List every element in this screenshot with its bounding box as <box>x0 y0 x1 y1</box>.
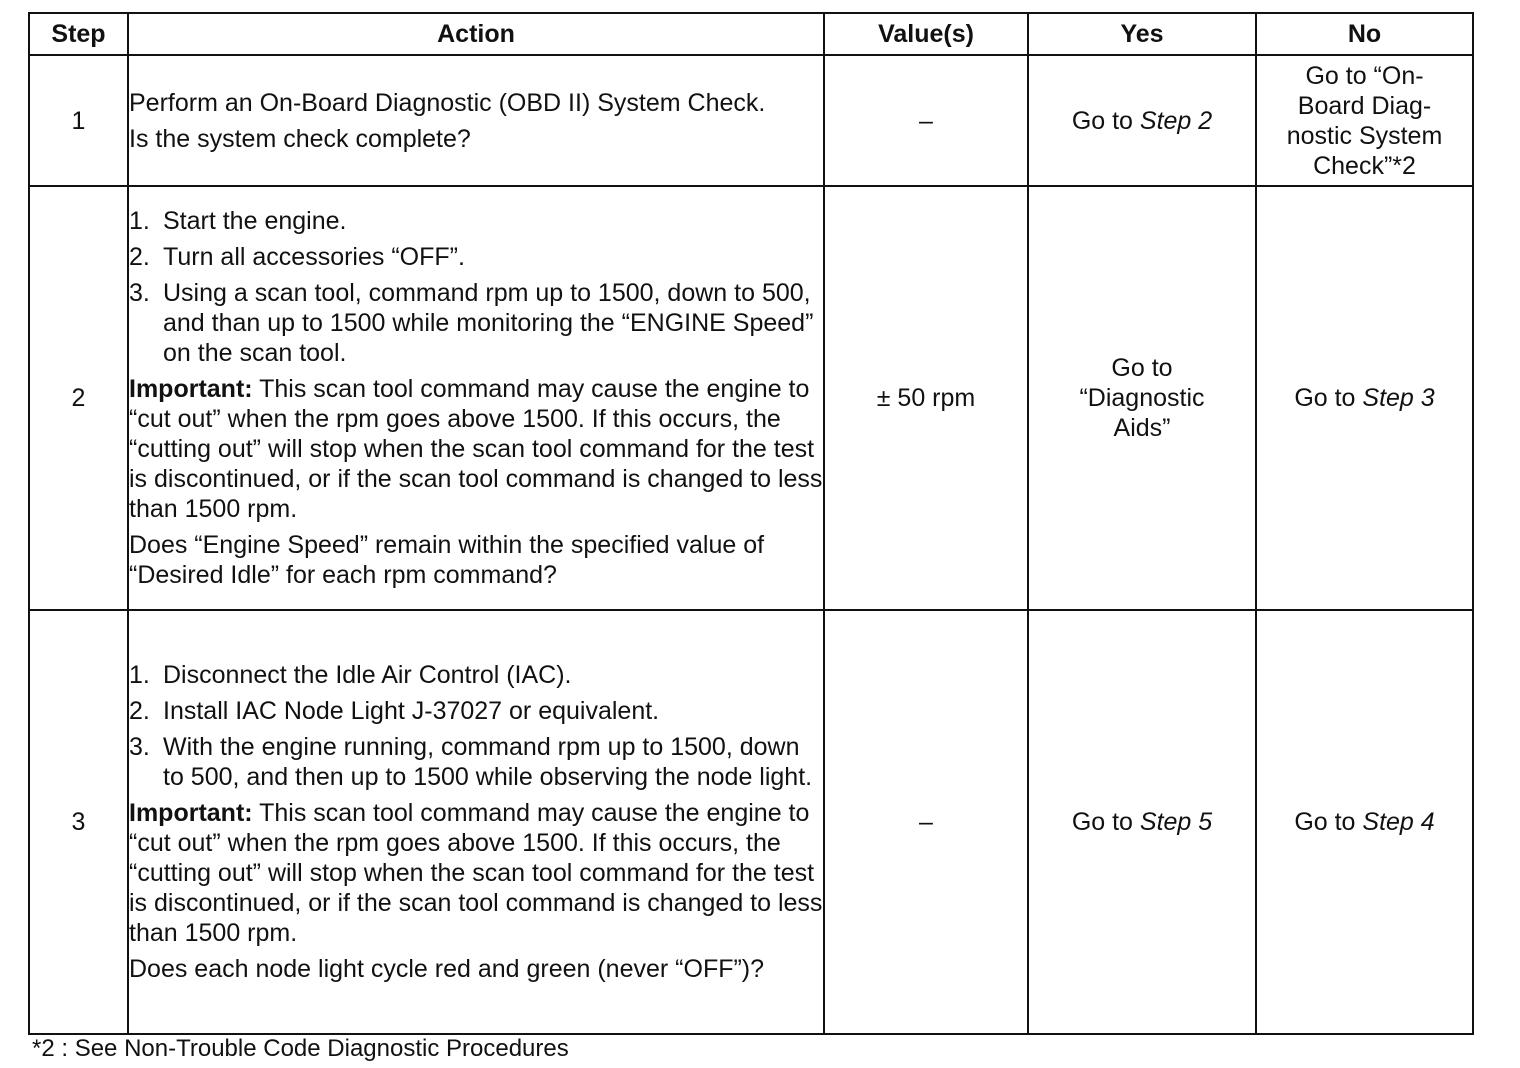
no-cell <box>1256 55 1473 186</box>
list-item: 2. Install IAC Node Light J-37027 or equivalent. <box>129 697 660 725</box>
yes-step-link: Step 2 <box>1139 106 1213 135</box>
step-number: 2 <box>29 186 128 610</box>
header-action: Action <box>128 13 824 55</box>
table-row-step-3 <box>29 610 1473 1034</box>
important-note <box>129 374 823 524</box>
no-step-link: Step 3 <box>1362 384 1435 412</box>
yes-line: Go to <box>1111 354 1173 382</box>
table-row-step-1 <box>29 55 1473 186</box>
no-line: nostic System <box>1286 121 1443 150</box>
header-yes: Yes <box>1028 13 1256 55</box>
yes-cell <box>1028 610 1256 1034</box>
important-label: Important: <box>129 375 253 403</box>
no-cell <box>1256 610 1473 1034</box>
list-item: 3. Using a scan tool, command rpm up to 1500, down to 500, and than up to 1500 while monitoring the “ENGINE Speed” on the scan tool. <box>129 279 814 367</box>
action-cell <box>128 610 824 1034</box>
yes-prefix: Go to <box>1071 808 1140 836</box>
header-values: Value(s) <box>824 13 1028 55</box>
no-line: Go to “On- <box>1305 61 1424 90</box>
table-row-step-2 <box>29 186 1473 610</box>
list-item: 2. Turn all accessories “OFF”. <box>129 243 465 271</box>
list-item: 1. Start the engine. <box>129 207 347 235</box>
yes-line: Aids” <box>1113 414 1171 442</box>
value-cell: ± 50 rpm <box>824 186 1028 610</box>
action-question: Does “Engine Speed” remain within the specified value of “Desired Idle” for each rpm command? <box>129 531 765 589</box>
important-text: This scan tool command may cause the engine to “cut out” when the rpm goes above 1500. If this occurs, the “cutting out” will stop when the scan tool command for the test is discontinued, or if the scan tool command is changed to less than 1500 rpm. <box>129 799 823 947</box>
value-cell: – <box>824 610 1028 1034</box>
no-cell <box>1256 186 1473 610</box>
header-no: No <box>1256 13 1473 55</box>
action-cell <box>128 186 824 610</box>
value-cell: – <box>824 55 1028 186</box>
action-text: Perform an On-Board Diagnostic (OBD II) System Check. <box>129 88 766 117</box>
list-item: 1. Disconnect the Idle Air Control (IAC). <box>129 661 572 689</box>
list-item: 3. With the engine running, command rpm up to 1500, down to 500, and then up to 1500 while observing the node light. <box>129 733 813 791</box>
step-number: 1 <box>29 55 128 186</box>
yes-prefix: Go to <box>1071 106 1140 135</box>
yes-line: “Diagnostic <box>1079 384 1205 412</box>
no-step-link: Step 4 <box>1362 808 1435 836</box>
no-line: Board Diag- <box>1297 91 1432 120</box>
no-prefix: Go to <box>1294 384 1363 412</box>
yes-step-link: Step 5 <box>1139 808 1213 836</box>
header-row <box>29 13 1473 55</box>
footnote: *2 : See Non-Trouble Code Diagnostic Procedures <box>32 1035 569 1062</box>
header-step: Step <box>29 13 128 55</box>
important-note <box>129 798 823 948</box>
action-steps-list <box>129 660 823 792</box>
action-question: Does each node light cycle red and green (never “OFF”)? <box>129 955 765 983</box>
important-text: This scan tool command may cause the engine to “cut out” when the rpm goes above 1500. If this occurs, the “cutting out” will stop when the scan tool command for the test is discontinued, or if the scan tool command is changed to less than 1500 rpm. <box>129 375 823 523</box>
action-question: Is the system check complete? <box>129 124 471 153</box>
step-number: 3 <box>29 610 128 1034</box>
action-steps-list <box>129 206 823 368</box>
yes-cell <box>1028 186 1256 610</box>
action-cell <box>128 55 824 186</box>
no-line: Check”*2 <box>1313 151 1416 180</box>
no-prefix: Go to <box>1294 808 1363 836</box>
important-label: Important: <box>129 799 253 827</box>
diagnostic-table <box>28 12 1474 1035</box>
yes-cell <box>1028 55 1256 186</box>
